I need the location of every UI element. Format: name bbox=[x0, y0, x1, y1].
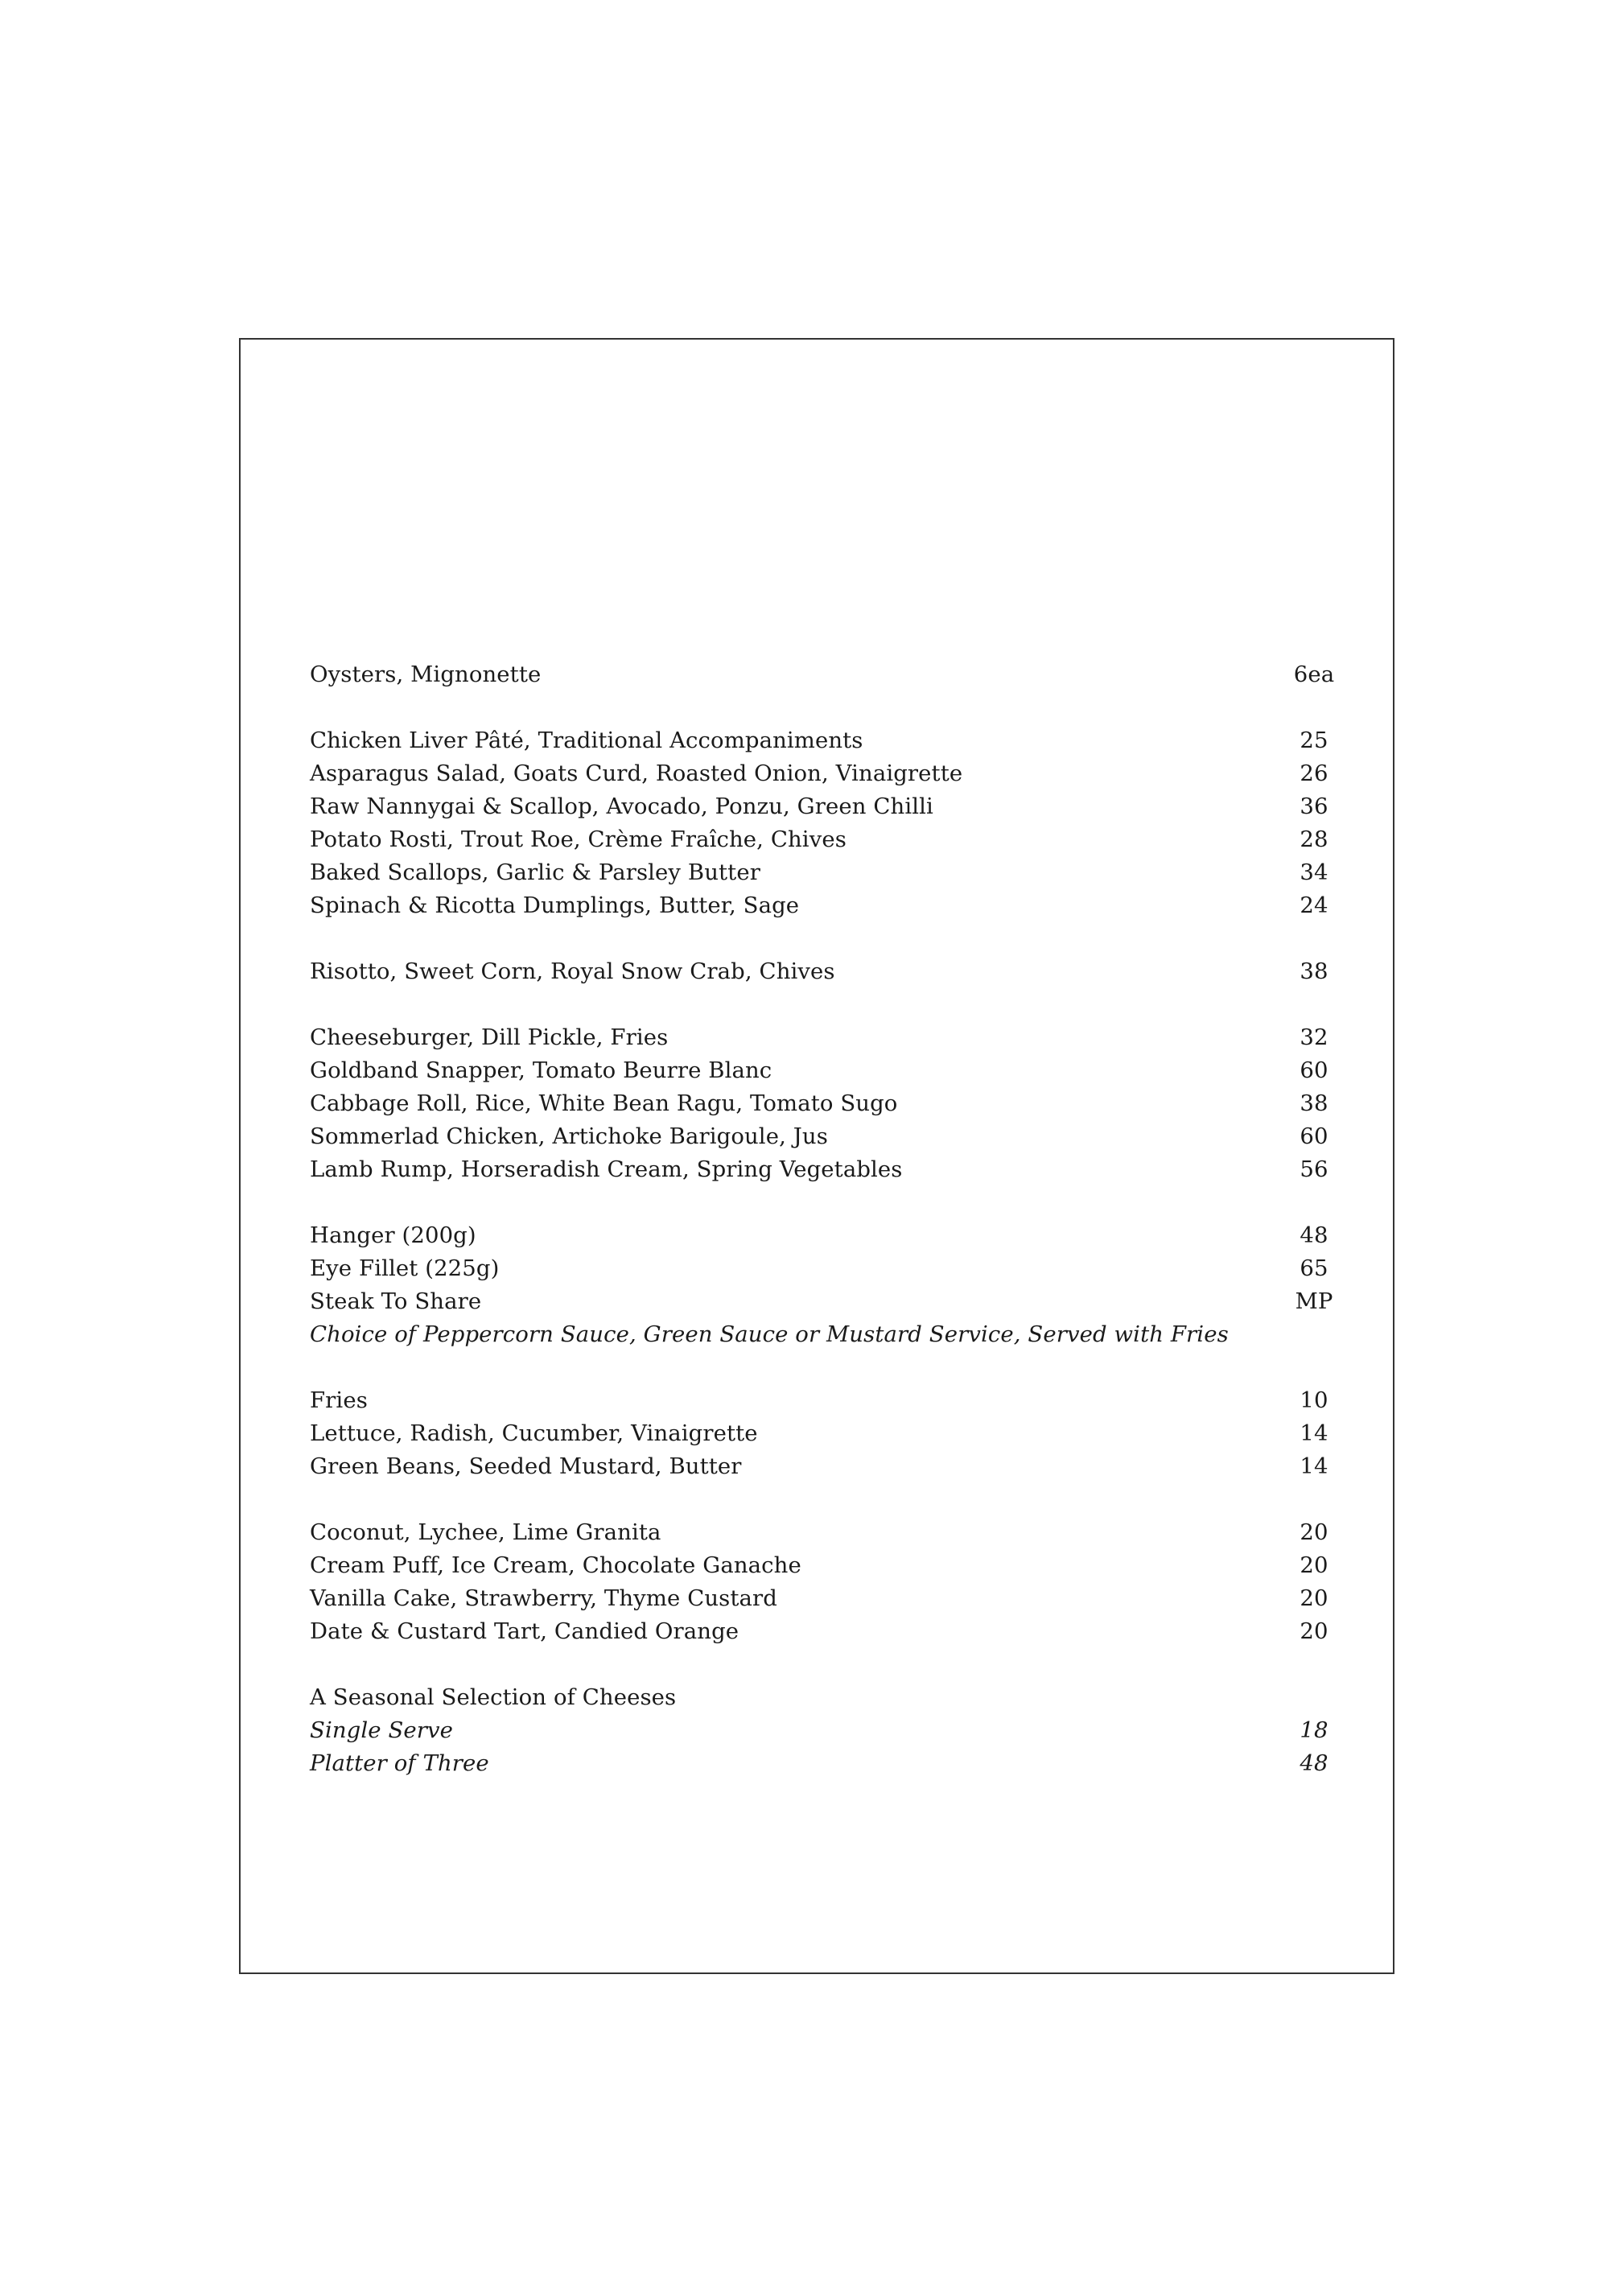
menu-item-name: Eye Fillet (225g) bbox=[310, 1255, 500, 1281]
menu-item-name: Date & Custard Tart, Candied Orange bbox=[310, 1618, 739, 1644]
menu-section bbox=[310, 1681, 1338, 1780]
menu-item bbox=[310, 856, 1338, 889]
menu-item bbox=[310, 1120, 1338, 1153]
menu-item-name: Spinach & Ricotta Dumplings, Butter, Sage bbox=[310, 892, 800, 918]
menu-item-name: Potato Rosti, Trout Roe, Crème Fraîche, Chives bbox=[310, 826, 847, 852]
menu-item-name: Hanger (200g) bbox=[310, 1222, 476, 1248]
menu-item-price: 10 bbox=[1300, 1387, 1328, 1413]
menu-item-name: Choice of Peppercorn Sauce, Green Sauce or Mustard Service, Served with Fries bbox=[310, 1321, 1229, 1347]
menu-item bbox=[310, 1054, 1338, 1087]
menu-item-name: Cheeseburger, Dill Pickle, Fries bbox=[310, 1024, 669, 1050]
menu-item bbox=[310, 889, 1338, 922]
menu-item-price: 48 bbox=[1300, 1222, 1328, 1248]
menu-item-name: Vanilla Cake, Strawberry, Thyme Custard bbox=[310, 1585, 777, 1611]
menu-item-price: 20 bbox=[1300, 1552, 1328, 1578]
menu-section bbox=[310, 724, 1338, 922]
menu-item-price: 20 bbox=[1300, 1519, 1328, 1545]
menu-item-name: Asparagus Salad, Goats Curd, Roasted Onion, Vinaigrette bbox=[310, 761, 963, 786]
menu-item-price: 14 bbox=[1300, 1420, 1328, 1446]
menu-item bbox=[310, 1549, 1338, 1582]
menu-item bbox=[310, 757, 1338, 790]
menu-item-price: 6ea bbox=[1293, 662, 1335, 687]
menu-item bbox=[310, 1417, 1338, 1450]
menu-item-name: Single Serve bbox=[310, 1717, 454, 1743]
menu-item-name: Cabbage Roll, Rice, White Bean Ragu, Tomato Sugo bbox=[310, 1090, 898, 1116]
menu-item bbox=[310, 1219, 1338, 1252]
menu-item-name: Cream Puff, Ice Cream, Chocolate Ganache bbox=[310, 1552, 801, 1578]
menu-item-name: Green Beans, Seeded Mustard, Butter bbox=[310, 1453, 742, 1479]
menu-item-name: Oysters, Mignonette bbox=[310, 662, 542, 687]
menu-item bbox=[310, 1021, 1338, 1054]
menu-item bbox=[310, 790, 1338, 823]
menu-item-name: Coconut, Lychee, Lime Granita bbox=[310, 1519, 661, 1545]
menu-item-name: Sommerlad Chicken, Artichoke Barigoule, Jus bbox=[310, 1123, 828, 1149]
menu-item-name: A Seasonal Selection of Cheeses bbox=[310, 1684, 677, 1710]
menu-item-name: Raw Nannygai & Scallop, Avocado, Ponzu, Green Chilli bbox=[310, 794, 933, 819]
menu-item-price: 48 bbox=[1300, 1750, 1328, 1776]
menu-item-price: 25 bbox=[1300, 728, 1328, 753]
menu-item-price: 60 bbox=[1300, 1057, 1328, 1083]
menu-item-price: 65 bbox=[1300, 1255, 1328, 1281]
menu-item-price: 60 bbox=[1300, 1123, 1328, 1149]
menu-item-name: Platter of Three bbox=[310, 1750, 489, 1776]
menu-section bbox=[310, 658, 1338, 691]
menu-item-price: 14 bbox=[1300, 1453, 1328, 1479]
menu-item-price: 28 bbox=[1300, 826, 1328, 852]
menu-item bbox=[310, 1384, 1338, 1417]
menu-item-name: Fries bbox=[310, 1387, 368, 1413]
menu-item-price: 26 bbox=[1300, 761, 1328, 786]
menu-item-price: 38 bbox=[1300, 958, 1328, 984]
menu-item bbox=[310, 955, 1338, 988]
menu-item bbox=[310, 1153, 1338, 1186]
menu-item bbox=[310, 1252, 1338, 1285]
menu-item-name: Baked Scallops, Garlic & Parsley Butter bbox=[310, 859, 760, 885]
menu-item bbox=[310, 1615, 1338, 1648]
menu-section bbox=[310, 955, 1338, 988]
menu-item bbox=[310, 1516, 1338, 1549]
menu-item-price: 34 bbox=[1300, 859, 1328, 885]
menu-item bbox=[310, 1681, 1338, 1714]
menu-item-price: 32 bbox=[1300, 1024, 1328, 1050]
menu-section bbox=[310, 1021, 1338, 1186]
menu-item-price: 20 bbox=[1300, 1618, 1328, 1644]
menu-item bbox=[310, 724, 1338, 757]
menu-item-price: 24 bbox=[1300, 892, 1328, 918]
menu-item-price: 18 bbox=[1300, 1717, 1328, 1743]
menu-item bbox=[310, 658, 1338, 691]
menu-item bbox=[310, 1714, 1338, 1747]
menu-item bbox=[310, 1450, 1338, 1483]
menu-item bbox=[310, 823, 1338, 856]
menu-item bbox=[310, 1318, 1338, 1351]
menu-item-price: 38 bbox=[1300, 1090, 1328, 1116]
menu-item-name: Lettuce, Radish, Cucumber, Vinaigrette bbox=[310, 1420, 758, 1446]
menu-item-price: 20 bbox=[1300, 1585, 1328, 1611]
menu-item-price: 56 bbox=[1300, 1156, 1328, 1182]
menu-item-name: Steak To Share bbox=[310, 1288, 482, 1314]
menu-item bbox=[310, 1747, 1338, 1780]
menu-item-price: 36 bbox=[1300, 794, 1328, 819]
menu-item bbox=[310, 1087, 1338, 1120]
menu-item-name: Risotto, Sweet Corn, Royal Snow Crab, Chives bbox=[310, 958, 835, 984]
menu-section bbox=[310, 1384, 1338, 1483]
menu-list bbox=[310, 658, 1338, 1813]
menu-item bbox=[310, 1582, 1338, 1615]
menu-section bbox=[310, 1219, 1338, 1351]
menu-section bbox=[310, 1516, 1338, 1648]
menu-item bbox=[310, 1285, 1338, 1318]
menu-item-name: Lamb Rump, Horseradish Cream, Spring Vegetables bbox=[310, 1156, 903, 1182]
menu-item-name: Chicken Liver Pâté, Traditional Accompaniments bbox=[310, 728, 863, 753]
menu-item-price: MP bbox=[1295, 1288, 1333, 1314]
menu-item-name: Goldband Snapper, Tomato Beurre Blanc bbox=[310, 1057, 772, 1083]
